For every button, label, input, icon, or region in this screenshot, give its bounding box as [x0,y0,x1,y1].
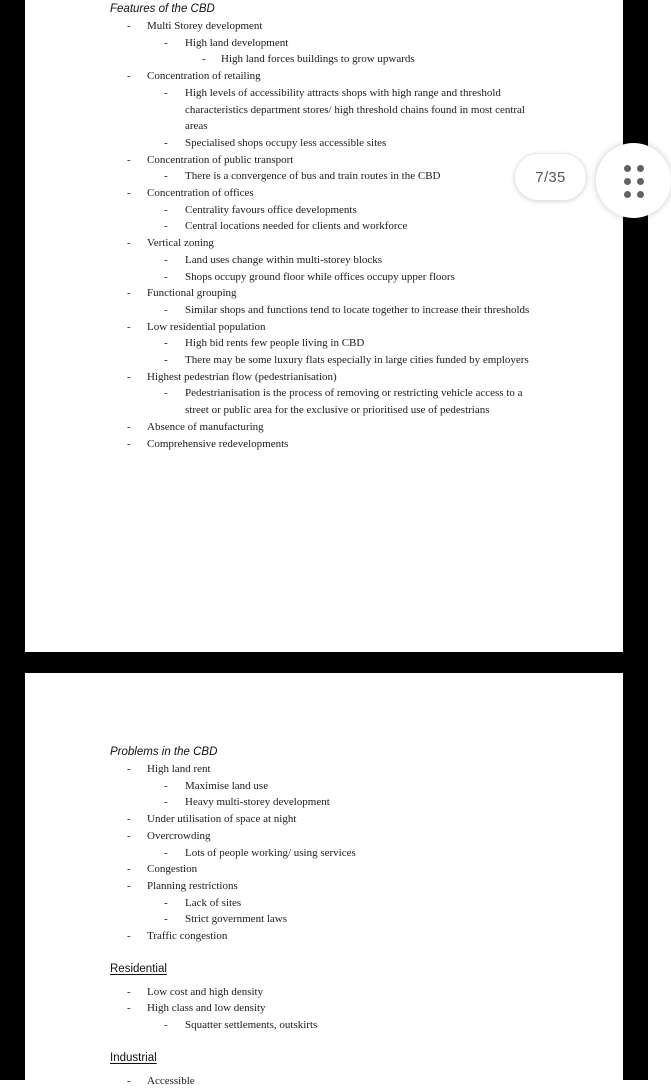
bullet-dash: - [127,70,131,83]
bullet-dash: - [127,320,131,333]
list-item-text: Similar shops and functions tend to locate together to increase their thresholds [185,303,530,316]
list-item [164,911,540,928]
page-indicator-label: 7/35 [535,168,566,186]
drag-dot [624,191,631,198]
bullet-dash: - [164,36,168,49]
bullet-dash: - [127,237,131,250]
scroll-handle-button[interactable] [596,143,671,218]
bullet-dash: - [127,863,131,876]
bullet-dash: - [127,187,131,200]
bullet-dash: - [164,203,168,216]
list-item [127,1073,508,1090]
list-item [127,436,508,453]
list-item [164,168,540,185]
list-item [127,761,508,778]
list-item [164,385,540,418]
list-item-text: Accessible [147,1074,195,1087]
bullet-dash: - [127,829,131,842]
bullet-dash: - [164,1019,168,1032]
page-1-content [25,0,623,452]
list-item [127,861,508,878]
drag-dot [637,165,644,172]
bullet-list [25,761,623,945]
bullet-dash: - [127,930,131,943]
bullet-dash: - [127,985,131,998]
document-page-2[interactable] [25,673,623,1087]
list-item [127,285,508,302]
list-item-text: Congestion [147,863,198,876]
list-item-text: Planning restrictions [147,879,238,892]
list-item-text: Absence of manufacturing [147,420,264,433]
list-item [202,51,551,68]
bullet-dash: - [164,220,168,233]
list-item-text: Overcrowding [147,829,211,842]
list-item [164,85,540,135]
bullet-dash: - [164,846,168,859]
list-item [127,235,508,252]
bullet-dash: - [127,20,131,32]
list-item-text: High land development [185,36,289,49]
list-item-text: Traffic congestion [147,930,228,943]
bullet-dash: - [164,896,168,909]
list-item [127,811,508,828]
bullet-dash: - [164,303,168,316]
list-item-text: High bid rents few people living in CBD [185,337,365,350]
list-item-text: Functional grouping [147,287,237,300]
list-item [127,928,508,945]
list-item [164,352,540,369]
bullet-dash: - [127,1074,131,1087]
bullet-dash: - [164,86,168,99]
list-item-text: Maximise land use [185,779,269,792]
list-item-text: Concentration of public transport [147,153,294,166]
bullet-dash: - [127,370,131,383]
bullet-dash: - [127,813,131,826]
list-item [164,202,540,219]
list-item [127,369,508,386]
page-2-content [25,673,623,1090]
bullet-dash: - [127,763,131,775]
bullet-dash: - [164,387,168,400]
bullet-dash: - [164,253,168,266]
bullet-dash: - [164,354,168,367]
list-item-text: There may be some luxury flats especially in large cities funded by employers [185,354,529,367]
bullet-dash: - [164,796,168,809]
list-item-text: High land rent [147,763,211,775]
list-item-text: High levels of accessibility attracts shops with high range and threshold characteristics department stores/ high threshold chains found in most central areas [185,86,525,133]
list-item [164,218,540,235]
list-item [127,878,508,895]
list-item-text: Low residential population [147,320,266,333]
list-item [164,269,540,286]
list-item-text: Concentration of offices [147,187,254,200]
list-item [164,895,540,912]
list-item-text: Pedestrianisation is the process of removing or restricting vehicle access to a street or public area for the exclusive or prioritised use of pedestrians [185,387,523,417]
page-indicator [514,153,587,201]
bullet-dash: - [127,1002,131,1015]
section-heading: Industrial [110,1051,157,1064]
drag-dot [637,178,644,185]
bullet-dash: - [127,879,131,892]
bullet-dash: - [164,337,168,350]
bullet-dash: - [127,437,131,450]
list-item [164,1017,540,1034]
list-item [127,1000,508,1017]
bullet-dash: - [127,287,131,300]
drag-dots-icon [624,165,644,198]
bullet-dash: - [164,270,168,283]
list-item-text: High land forces buildings to grow upwards [221,53,415,66]
bullet-list [25,18,623,452]
list-item-text: Multi Storey development [147,20,263,32]
list-item-text: Land uses change within multi-storey blocks [185,253,383,266]
list-item-text: Low cost and high density [147,985,264,998]
list-item [127,828,508,845]
list-item [164,135,540,152]
list-item-text: Specialised shops occupy less accessible sites [185,136,387,149]
list-item-text: Lack of sites [185,896,242,909]
list-item [164,778,540,795]
list-item [164,35,540,52]
list-item [127,68,508,85]
list-item-text: Squatter settlements, outskirts [185,1019,318,1032]
list-item-text: High class and low density [147,1002,266,1015]
list-item [164,794,540,811]
drag-dot [624,178,631,185]
list-item-text: Under utilisation of space at night [147,813,297,826]
section-heading: Problems in the CBD [110,746,218,758]
list-item [127,152,508,169]
drag-dot [637,191,644,198]
list-item-text: Shops occupy ground floor while offices occupy upper floors [185,270,455,283]
bullet-dash: - [127,420,131,433]
bullet-dash: - [127,153,131,166]
bullet-dash: - [164,779,168,792]
list-item-text: Lots of people working/ using services [185,846,356,859]
list-item [127,185,508,202]
list-item-text: There is a convergence of bus and train routes in the CBD [185,170,441,183]
list-item [127,419,508,436]
bullet-list [25,1073,623,1090]
document-page-1[interactable] [25,0,623,652]
list-item-text: Concentration of retailing [147,70,261,83]
bullet-list [25,984,623,1034]
list-item-text: Highest pedestrian flow (pedestrianisation) [147,370,337,383]
list-item [164,302,540,319]
list-item-text: Vertical zoning [147,237,214,250]
list-item-text: Central locations needed for clients and workforce [185,220,408,233]
list-item [127,984,508,1001]
list-item [164,252,540,269]
bullet-dash: - [164,913,168,926]
bullet-dash: - [164,136,168,149]
section-heading: Residential [110,962,167,975]
list-item-text: Comprehensive redevelopments [147,437,289,450]
bullet-dash: - [164,170,168,183]
drag-dot [624,165,631,172]
list-item-text: Centrality favours office developments [185,203,357,216]
list-item [164,335,540,352]
list-item [127,18,508,35]
list-item [164,845,540,862]
bullet-dash: - [202,53,206,66]
section-heading: Features of the CBD [110,3,215,15]
list-item [127,319,508,336]
list-item-text: Heavy multi-storey development [185,796,330,809]
list-item-text: Strict government laws [185,913,288,926]
